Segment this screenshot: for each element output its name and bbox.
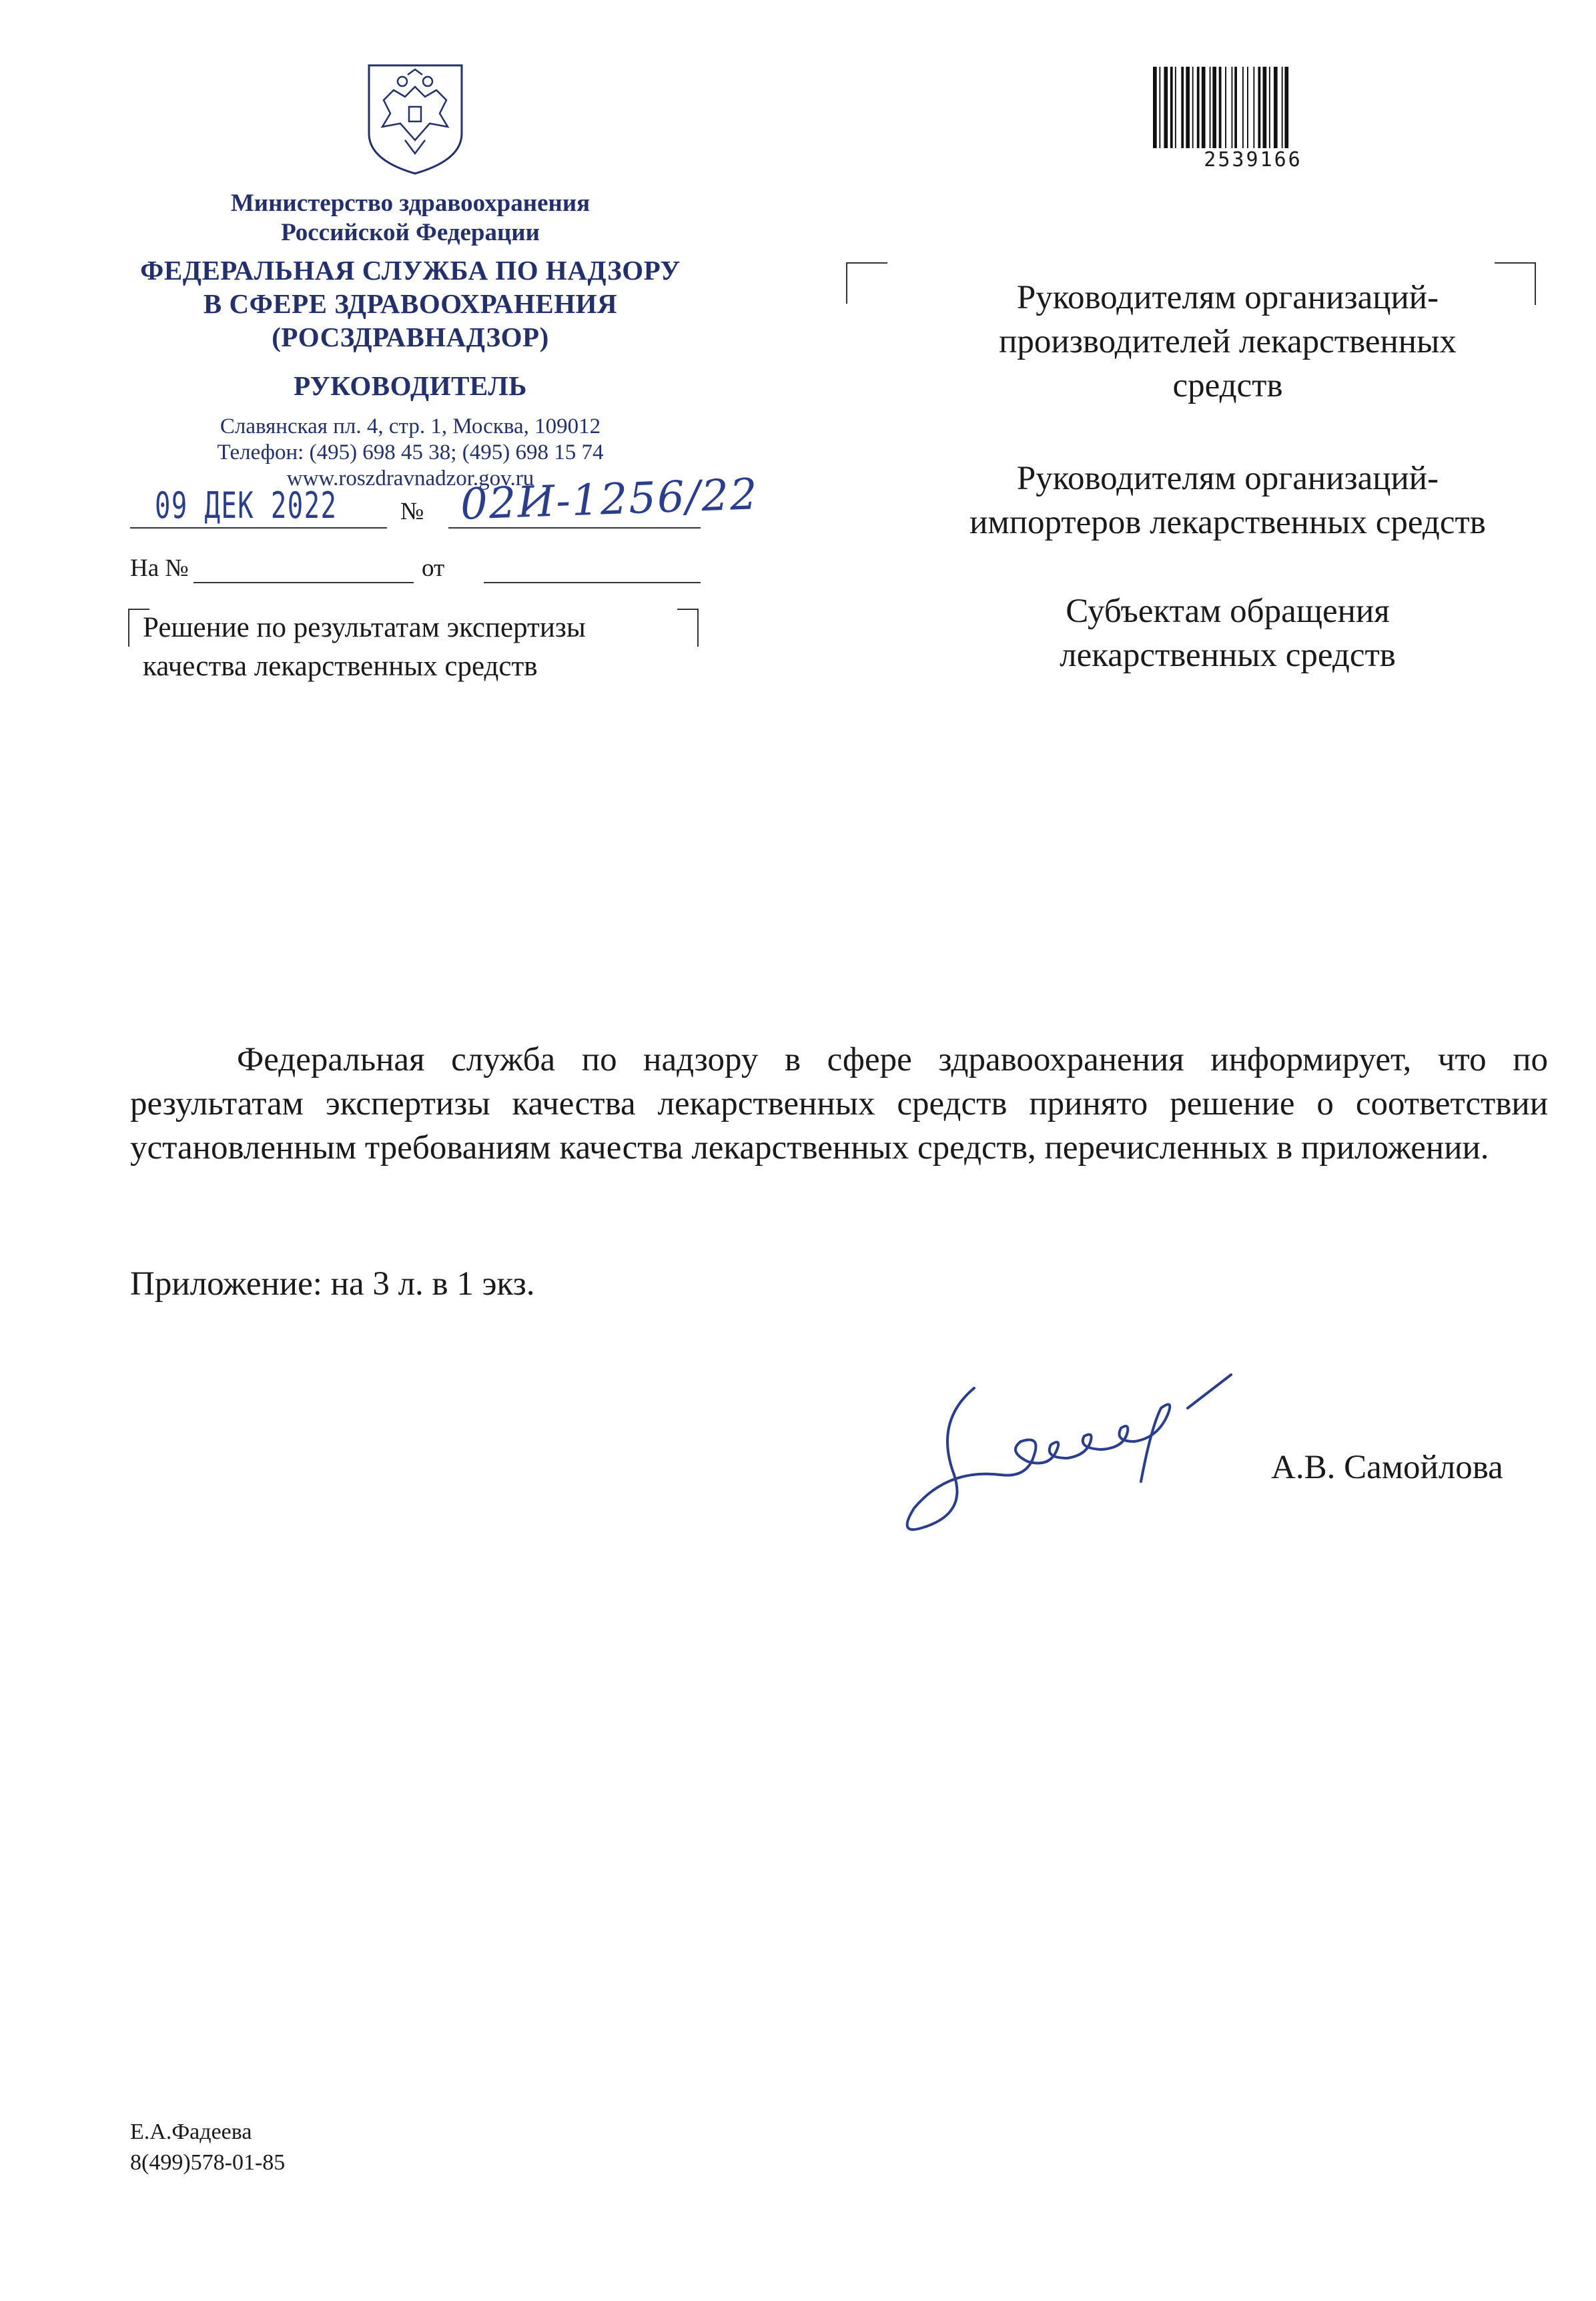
barcode-bar: [1242, 67, 1244, 148]
attachment-note: Приложение: на 3 л. в 1 экз.: [130, 1265, 535, 1303]
ministry-name: [167, 189, 654, 248]
service-line-2: В СФЕРЕ ЗДРАВООХРАНЕНИЯ: [203, 288, 618, 319]
barcode: [1153, 67, 1353, 148]
website-line: www.roszdravnadzor.gov.ru: [286, 466, 534, 490]
reply-to-label: На №: [130, 555, 189, 582]
addressee-3-line-2: лекарственных средств: [1060, 637, 1396, 674]
from-label: от: [422, 555, 445, 582]
barcode-bar: [1232, 67, 1233, 148]
addressee-2: [907, 456, 1548, 545]
service-name: [100, 254, 721, 354]
subject-corner-right: [677, 609, 699, 647]
executor-phone: 8(499)578-01-85: [130, 2150, 286, 2175]
addressee-3-line-1: Субъектам обращения: [1066, 593, 1390, 630]
subject: [131, 609, 586, 686]
barcode-bar: [1210, 67, 1211, 148]
number-label: №: [400, 498, 424, 525]
addressee-1-line-3: средств: [1172, 367, 1283, 404]
address-line: Славянская пл. 4, стр. 1, Москва, 109012: [220, 414, 601, 438]
position-title: РУКОВОДИТЕЛЬ: [294, 370, 527, 401]
barcode-bar: [1284, 67, 1288, 148]
reply-to-underline: [193, 582, 414, 583]
signer-name: А.В. Самойлова: [1271, 1449, 1503, 1486]
barcode-bar: [1164, 67, 1168, 148]
body-paragraph: Федеральная служба по надзору в сфере здравоохранения информирует, что по результатам экспертизы качества лекарственных средств принято решение о соответствии установленным требованиям качества лекарственных средств, перечисленных в приложении.: [130, 1041, 1548, 1167]
service-line-3: (РОСЗДРАВНАДЗОР): [272, 322, 549, 352]
barcode-bar: [1225, 67, 1226, 148]
handwritten-reg-number: 02И-1256/22: [459, 470, 759, 530]
barcode-bar: [1202, 67, 1206, 148]
from-underline: [484, 582, 701, 583]
ministry-line-2: Российской Федерации: [281, 219, 540, 246]
date-underline: [130, 527, 387, 529]
date-stamp: 09 ДЕК 2022: [155, 484, 338, 527]
addressee-1-line-1: Руководителям организаций-: [1016, 279, 1439, 316]
barcode-bar: [1219, 67, 1222, 148]
barcode-bar: [1258, 67, 1260, 148]
addressee-2-line-1: Руководителям организаций-: [1016, 460, 1439, 497]
barcode-bar: [1159, 67, 1160, 148]
barcode-bar: [1170, 67, 1173, 148]
phone-line: Телефон: (495) 698 45 38; (495) 698 15 74: [217, 440, 604, 464]
addressee-3: [907, 589, 1548, 677]
ministry-line-1: Министерство здравоохранения: [230, 190, 590, 217]
subject-line-2: качества лекарственных средств: [143, 651, 538, 682]
subject-line-1: Решение по результатам экспертизы: [143, 612, 586, 643]
handwritten-signature: [894, 1361, 1241, 1548]
barcode-bar: [1181, 67, 1184, 148]
barcode-bar: [1153, 67, 1157, 148]
coat-of-arms-icon: [364, 60, 467, 177]
barcode-bar: [1253, 67, 1254, 148]
barcode-bar: [1282, 67, 1283, 148]
barcode-bar: [1197, 67, 1200, 148]
service-line-1: ФЕДЕРАЛЬНАЯ СЛУЖБА ПО НАДЗОРУ: [140, 255, 681, 286]
executor-block: [130, 2117, 285, 2178]
barcode-bar: [1234, 67, 1237, 148]
addressee-1-line-2: производителей лекарственных: [999, 323, 1457, 360]
barcode-bar: [1186, 67, 1190, 148]
barcode-bar: [1263, 67, 1267, 148]
barcode-bar: [1212, 67, 1216, 148]
barcode-bar: [1192, 67, 1194, 148]
barcode-bar: [1247, 67, 1248, 148]
barcode-bar: [1274, 67, 1278, 148]
barcode-number: 2539166: [1204, 148, 1302, 172]
addressee-1: [907, 276, 1548, 408]
addressee-corner-left: [846, 262, 887, 304]
barcode-bar: [1175, 67, 1176, 148]
addressee-2-line-2: импортеров лекарственных средств: [969, 504, 1486, 541]
executor-name: Е.А.Фадеева: [130, 2119, 252, 2144]
number-underline: [448, 527, 701, 529]
barcode-bar: [1269, 67, 1270, 148]
